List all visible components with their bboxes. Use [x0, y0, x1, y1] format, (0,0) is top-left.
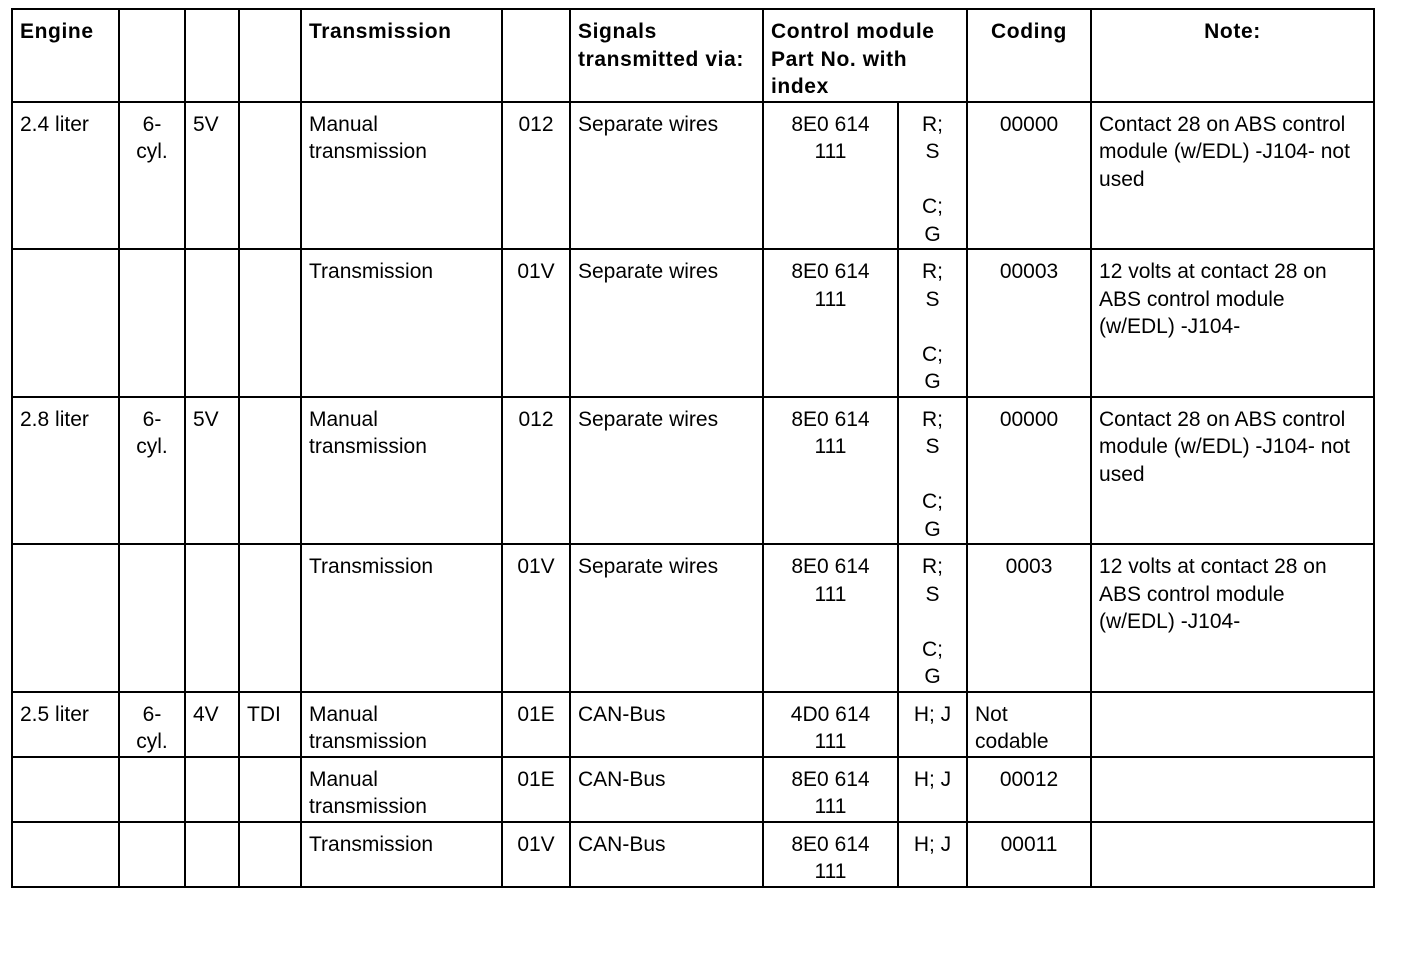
index-cell: R; S C; G [898, 249, 967, 397]
coding-cell: 00000 [967, 102, 1091, 250]
index-cell: H; J [898, 692, 967, 757]
signals-cell: Separate wires [570, 544, 763, 692]
header-transmission: Transmission [301, 9, 502, 102]
transmission-code-cell: 01V [502, 544, 570, 692]
transmission-code-cell: 01E [502, 757, 570, 822]
header-blank-code [502, 9, 570, 102]
header-note: Note: [1091, 9, 1374, 102]
transmission-code-cell: 01V [502, 822, 570, 887]
engine-type-cell [239, 102, 301, 250]
signals-cell: Separate wires [570, 397, 763, 545]
transmission-cell: Transmission [301, 249, 502, 397]
part-number-cell: 8E0 614 111 [763, 397, 898, 545]
engine-type-cell [239, 249, 301, 397]
table-row [12, 692, 1374, 757]
part-number-cell: 8E0 614 111 [763, 249, 898, 397]
coding-cell: 00000 [967, 397, 1091, 545]
valves-cell [185, 822, 239, 887]
note-cell [1091, 822, 1374, 887]
part-number-cell: 8E0 614 111 [763, 102, 898, 250]
cylinders-cell [119, 249, 185, 397]
table-row [12, 544, 1374, 692]
note-cell: Contact 28 on ABS control module (w/EDL) -J104- not used [1091, 397, 1374, 545]
header-coding: Coding [967, 9, 1091, 102]
transmission-cell: Manual transmission [301, 692, 502, 757]
note-cell [1091, 757, 1374, 822]
part-number-cell: 8E0 614 111 [763, 822, 898, 887]
header-blank-valves [185, 9, 239, 102]
engine-cell [12, 822, 119, 887]
transmission-code-cell: 012 [502, 397, 570, 545]
part-number-cell: 8E0 614 111 [763, 544, 898, 692]
coding-cell: 00011 [967, 822, 1091, 887]
transmission-cell: Manual transmission [301, 102, 502, 250]
header-engine: Engine [12, 9, 119, 102]
transmission-code-cell: 012 [502, 102, 570, 250]
table-row [12, 822, 1374, 887]
signals-cell: Separate wires [570, 249, 763, 397]
index-cell: H; J [898, 757, 967, 822]
transmission-cell: Manual transmission [301, 397, 502, 545]
cylinders-cell [119, 822, 185, 887]
valves-cell [185, 757, 239, 822]
transmission-code-cell: 01E [502, 692, 570, 757]
valves-cell [185, 249, 239, 397]
index-cell: R; S C; G [898, 397, 967, 545]
index-cell: R; S C; G [898, 544, 967, 692]
header-signals: Signals transmitted via: [570, 9, 763, 102]
index-cell: R; S C; G [898, 102, 967, 250]
engine-cell: 2.4 liter [12, 102, 119, 250]
engine-type-cell [239, 544, 301, 692]
table-row [12, 397, 1374, 545]
cylinders-cell: 6- cyl. [119, 102, 185, 250]
cylinders-cell [119, 544, 185, 692]
note-cell: 12 volts at contact 28 on ABS control module (w/EDL) -J104- [1091, 249, 1374, 397]
engine-cell [12, 249, 119, 397]
signals-cell: CAN-Bus [570, 757, 763, 822]
transmission-code-cell: 01V [502, 249, 570, 397]
note-cell: Contact 28 on ABS control module (w/EDL) -J104- not used [1091, 102, 1374, 250]
valves-cell: 4V [185, 692, 239, 757]
engine-cell: 2.5 liter [12, 692, 119, 757]
table-row [12, 757, 1374, 822]
transmission-cell: Manual transmission [301, 757, 502, 822]
table-row [12, 249, 1374, 397]
signals-cell: CAN-Bus [570, 692, 763, 757]
coding-cell: 00003 [967, 249, 1091, 397]
engine-cell: 2.8 liter [12, 397, 119, 545]
part-number-cell: 8E0 614 111 [763, 757, 898, 822]
header-control-module: Control module Part No. with index [763, 9, 967, 102]
engine-type-cell [239, 757, 301, 822]
signals-cell: Separate wires [570, 102, 763, 250]
note-cell: 12 volts at contact 28 on ABS control module (w/EDL) -J104- [1091, 544, 1374, 692]
part-number-cell: 4D0 614 111 [763, 692, 898, 757]
header-row [12, 9, 1374, 102]
header-blank-type [239, 9, 301, 102]
signals-cell: CAN-Bus [570, 822, 763, 887]
header-blank-cyl [119, 9, 185, 102]
engine-cell [12, 757, 119, 822]
coding-cell: 00012 [967, 757, 1091, 822]
coding-cell: 0003 [967, 544, 1091, 692]
cylinders-cell: 6- cyl. [119, 397, 185, 545]
coding-table [11, 8, 1375, 888]
table-row [12, 102, 1374, 250]
cylinders-cell [119, 757, 185, 822]
index-cell: H; J [898, 822, 967, 887]
valves-cell: 5V [185, 102, 239, 250]
cylinders-cell: 6- cyl. [119, 692, 185, 757]
engine-type-cell [239, 397, 301, 545]
valves-cell [185, 544, 239, 692]
engine-type-cell: TDI [239, 692, 301, 757]
note-cell [1091, 692, 1374, 757]
engine-cell [12, 544, 119, 692]
coding-cell: Not codable [967, 692, 1091, 757]
valves-cell: 5V [185, 397, 239, 545]
transmission-cell: Transmission [301, 544, 502, 692]
engine-type-cell [239, 822, 301, 887]
transmission-cell: Transmission [301, 822, 502, 887]
